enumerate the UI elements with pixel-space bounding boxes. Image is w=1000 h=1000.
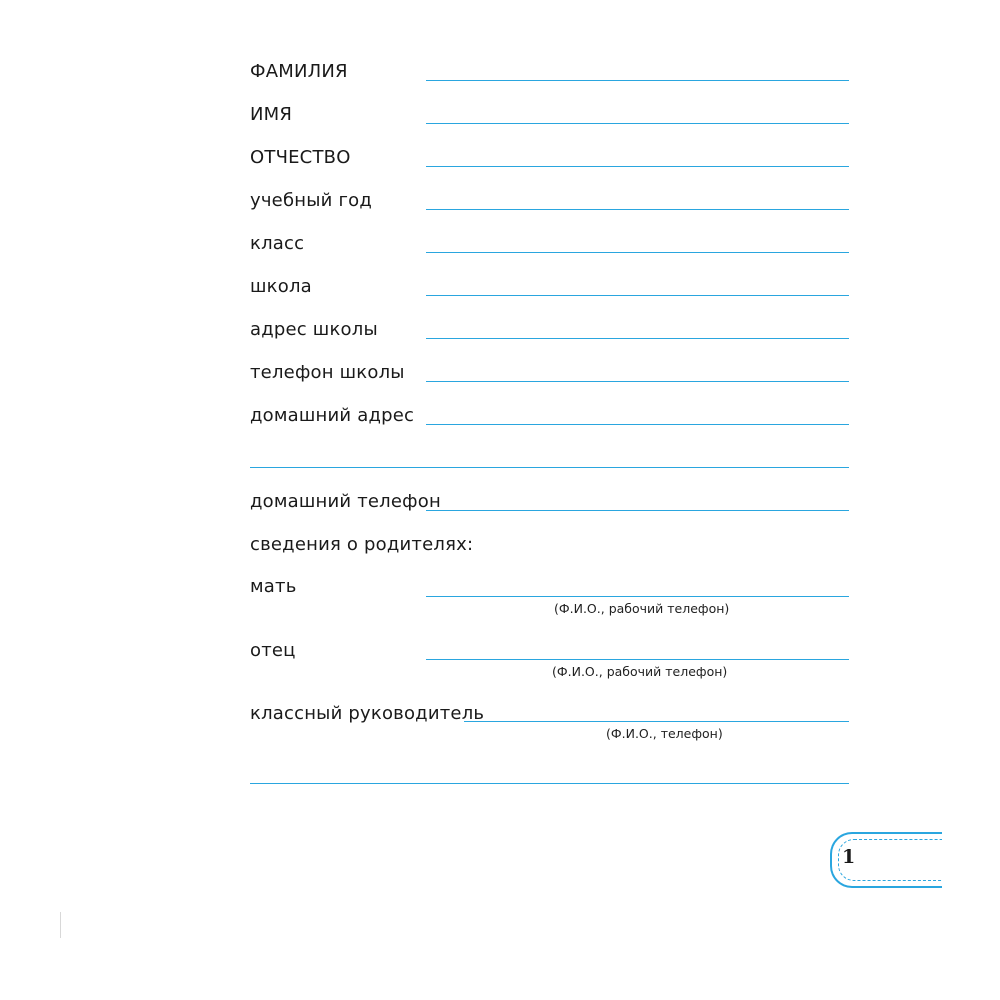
class-teacher-label: классный руководитель [250, 703, 485, 724]
school-address-field-line[interactable] [426, 338, 849, 339]
school-address-label: адрес школы [250, 319, 378, 340]
school-label: школа [250, 276, 312, 297]
father-label: отец [250, 640, 296, 661]
name-label: ИМЯ [250, 104, 293, 125]
class-teacher-field-line[interactable] [464, 721, 849, 722]
home-phone-label: домашний телефон [250, 491, 441, 512]
mother-label: мать [250, 576, 297, 597]
school-phone-label: телефон школы [250, 362, 405, 383]
grade-field-line[interactable] [426, 252, 849, 253]
home-address-label: домашний адрес [250, 405, 415, 426]
parents-info-heading: сведения о родителях: [250, 534, 474, 555]
surname-field-line[interactable] [426, 80, 849, 81]
school-year-field-line[interactable] [426, 209, 849, 210]
name-field-line[interactable] [426, 123, 849, 124]
grade-label: класс [250, 233, 305, 254]
father-hint: (Ф.И.О., рабочий телефон) [552, 664, 728, 679]
class-teacher-hint: (Ф.И.О., телефон) [606, 726, 723, 741]
school-year-label: учебный год [250, 190, 372, 211]
surname-label: ФАМИЛИЯ [250, 61, 348, 82]
home-address-field-line[interactable] [426, 424, 849, 425]
mother-field-line[interactable] [426, 596, 849, 597]
page-edge-mark [60, 912, 61, 938]
class-teacher-extra-line[interactable] [250, 783, 849, 784]
home-address-extra-line[interactable] [250, 467, 849, 468]
school-phone-field-line[interactable] [426, 381, 849, 382]
page-number: 1 [842, 846, 856, 868]
school-field-line[interactable] [426, 295, 849, 296]
mother-hint: (Ф.И.О., рабочий телефон) [554, 601, 730, 616]
patronymic-field-line[interactable] [426, 166, 849, 167]
home-phone-field-line[interactable] [426, 510, 849, 511]
patronymic-label: ОТЧЕСТВО [250, 147, 351, 168]
father-field-line[interactable] [426, 659, 849, 660]
page-number-tab [830, 832, 942, 888]
